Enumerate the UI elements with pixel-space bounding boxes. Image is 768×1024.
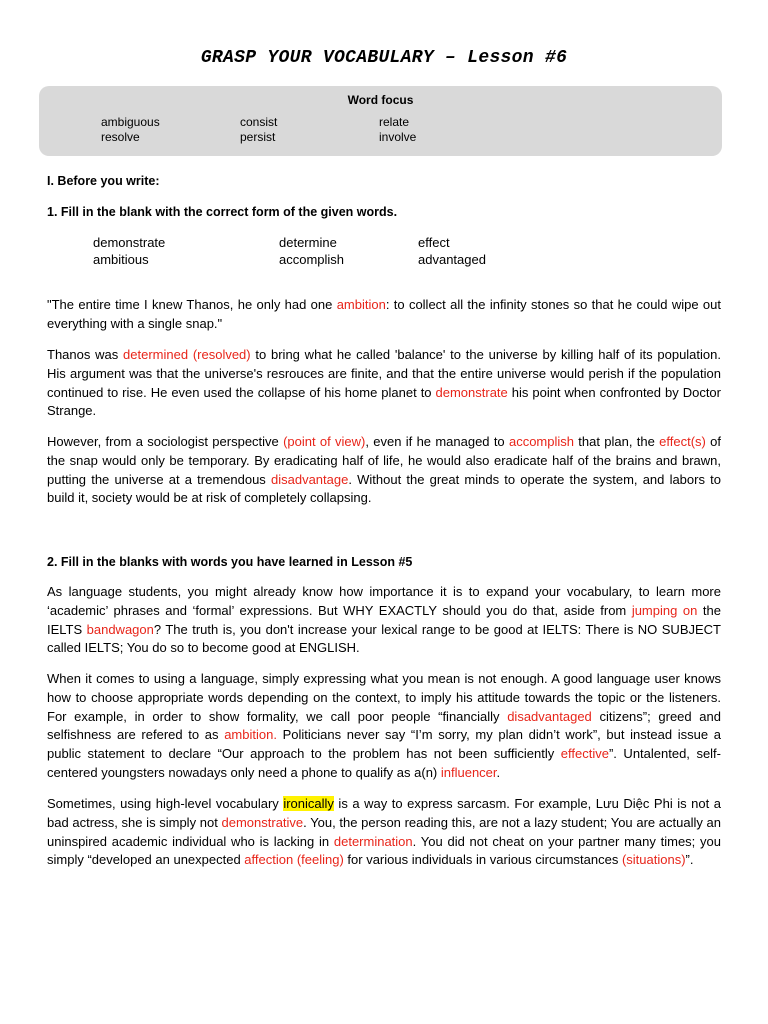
text-run: ”. <box>685 852 694 868</box>
paragraph <box>47 583 721 658</box>
text-run: ”. Untalented, self-centered youngsters nowadays only need a phone to qualify as a(n) <box>47 746 721 780</box>
word-focus-item: resolve <box>101 130 140 144</box>
answer-text: influencer <box>440 764 497 780</box>
word-bank-column <box>279 234 344 268</box>
answer-text: effect(s) <box>659 434 706 449</box>
paragraph <box>47 296 721 334</box>
answer-text: ambition <box>336 297 386 312</box>
answer-text: demonstrate <box>435 384 508 400</box>
answer-text: ambition. <box>224 727 277 743</box>
word-focus-item: consist <box>240 115 278 129</box>
text-run: . <box>496 764 501 780</box>
text-run: the IELTS <box>47 602 721 637</box>
paragraph <box>47 346 721 421</box>
word-focus-column <box>379 115 416 145</box>
text-run: ? The truth is, you don't increase your lexical range to be good at IELTS: There is NO SUBJECT called IELTS; You do so to become good at ENGLISH. <box>47 621 721 656</box>
text-run: . You did not cheat on your partner many times; you simply “developed an unexpected <box>47 833 722 868</box>
text-run: that plan, the <box>574 434 660 449</box>
word-bank-item: effect <box>418 235 450 250</box>
text-run: of the snap would only be temporary. By eradicating half of life, he would also eradicate half of the brains and brawn, putting the universe at a tremendous <box>47 434 721 487</box>
text-run: citizens”; greed and selfishness are refered to as <box>47 708 721 743</box>
word-bank-item: determine <box>279 235 337 250</box>
word-focus-item: relate <box>379 115 410 129</box>
answer-text: effective <box>560 746 609 762</box>
text-run: for various individuals in various circumstances <box>343 852 622 868</box>
text-run: Sometimes, using high-level vocabulary <box>47 796 284 811</box>
word-focus-title: Word focus <box>347 93 414 107</box>
text-run: . You, the person reading this, are not a lazy student; You are actually an uninspired academic individual who is lacking in <box>47 814 722 849</box>
answer-text: affection (feeling) <box>244 852 344 868</box>
word-bank-column <box>93 234 165 268</box>
answer-text: demonstrative <box>221 814 304 830</box>
text-run: is a way to express sarcasm. For example, Lưu Diệc Phi is not a bad actress, she is simply not <box>47 796 721 830</box>
answer-text: bandwagon <box>86 621 154 637</box>
word-bank-item: ambitious <box>93 252 149 267</box>
answer-text: disadvantaged <box>507 708 592 724</box>
text-run: , even if he managed to <box>365 434 509 449</box>
text-run: his point when confronted by Doctor Strange. <box>47 384 721 419</box>
text-run: Politicians never say “I’m sorry, my plan didn’t work”, but instead issue a public statement to declare “Our approach to the problem has not been sufficiently <box>47 727 721 762</box>
text-run: Thanos was <box>47 347 124 362</box>
paragraph <box>47 433 721 508</box>
word-bank-item: demonstrate <box>93 235 166 250</box>
text-run: However, from a sociologist perspective <box>47 434 284 449</box>
word-focus-item: ambiguous <box>101 115 160 129</box>
text-run: As language students, you might already know how importance it is to expand your vocabulary, to learn more ‘academic’ phrases and ‘formal’ expressions. But WHY EXACTLY should you do that, aside from <box>47 584 721 618</box>
highlighted-text: ironically <box>283 796 334 811</box>
exercise-2-instruction: 2. Fill in the blanks with words you have learned in Lesson #5 <box>47 555 413 569</box>
page-title: GRASP YOUR VOCABULARY – Lesson #6 <box>200 48 568 68</box>
answer-text: determined (resolved) <box>123 347 251 362</box>
text-run: When it comes to using a language, simply expressing what you mean is not enough. A good language user knows how to choose appropriate words depending on the context, to imply his attitude towards the topic or the listeners. For example, in order to show formality, we call poor people “financially <box>47 671 721 724</box>
word-focus-item: persist <box>240 130 276 144</box>
word-focus-box <box>39 86 722 156</box>
answer-text: jumping on <box>631 602 698 618</box>
text-run: to bring what he called 'balance' to the universe by killing half of its population. His argument was that the universe's resrouces are finite, and that the entire universe would perish if the population continued to rise. He even used the collapse of his home planet to <box>47 347 721 400</box>
word-bank-item: accomplish <box>279 252 345 267</box>
word-bank-column <box>418 234 486 268</box>
answer-text: (point of view) <box>283 434 366 449</box>
paragraph <box>47 795 721 870</box>
text-run: "The entire time I knew Thanos, he only had one <box>47 297 337 312</box>
word-focus-column <box>240 115 277 145</box>
answer-text: (situations) <box>621 852 686 868</box>
answer-text: disadvantage <box>270 471 349 487</box>
answer-text: determination <box>333 833 413 849</box>
text-run: . Without the great minds to operate the system, and labors to build it, society would be at risk of completely collapsing. <box>47 471 721 506</box>
paragraph <box>47 670 721 783</box>
text-run: : to collect all the infinity stones so that he could wipe out everything with a single snap." <box>47 297 721 331</box>
word-focus-item: involve <box>379 130 417 144</box>
word-focus-column <box>101 115 160 145</box>
answer-text: accomplish <box>508 434 574 449</box>
word-bank-item: advantaged <box>418 252 486 267</box>
exercise-1-instruction: 1. Fill in the blank with the correct form of the given words. <box>47 205 398 219</box>
section-heading: I. Before you write: <box>47 174 160 188</box>
